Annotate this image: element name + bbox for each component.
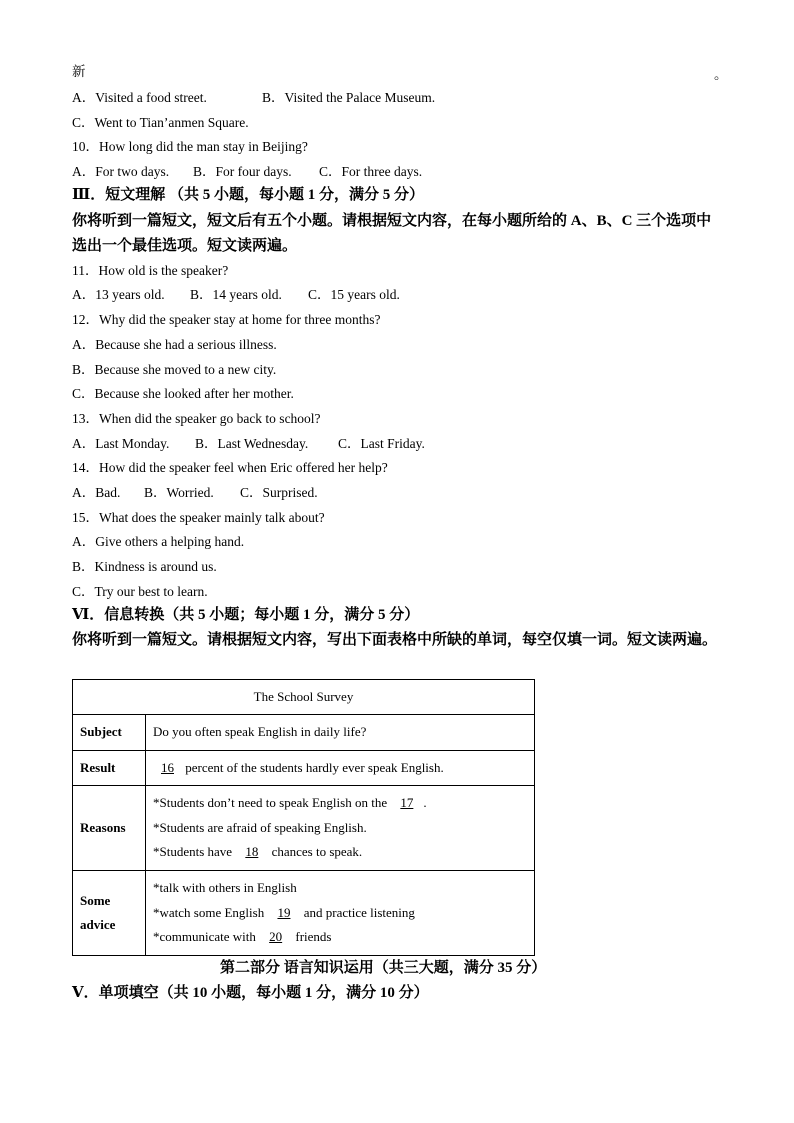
- q13-question: 13．When did the speaker go back to school?: [72, 411, 321, 426]
- table-row: [73, 680, 535, 715]
- q14-question: 14．How did the speaker feel when Eric offered her help?: [72, 460, 388, 475]
- advice-line-3: [153, 925, 527, 950]
- q15-option-b: B．Kindness is around us.: [72, 559, 217, 574]
- q10-options: [72, 163, 422, 181]
- advice3-pre: *communicate with: [153, 929, 256, 945]
- advice3-post: friends: [295, 929, 332, 945]
- reasons-label: Reasons: [73, 786, 146, 871]
- q13-option-c: C．Last Friday.: [338, 436, 425, 451]
- q9-option-c: C．Went to Tian’anmen Square.: [72, 115, 249, 130]
- q9-options-row-1: [72, 89, 435, 107]
- q14-option-b: B．Worried.: [144, 485, 214, 500]
- q11-question: 11．How old is the speaker?: [72, 263, 229, 278]
- table-row: [73, 871, 535, 956]
- blank-18[interactable]: 18: [245, 844, 259, 860]
- reason1-text: *Students don’t need to speak English on the: [153, 795, 388, 811]
- q12-option-b: B．Because she moved to a new city.: [72, 362, 277, 377]
- q10-option-c: C．For three days.: [319, 164, 423, 179]
- subject-text: Do you often speak English in daily life?: [146, 715, 535, 751]
- table-row: [73, 751, 535, 786]
- q9-option-a: A．Visited a food street.: [72, 90, 207, 105]
- advice-cell: [146, 871, 535, 956]
- reason3-post: chances to speak.: [271, 844, 363, 860]
- reason-line-3: [153, 840, 527, 865]
- q15-question: 15．What does the speaker mainly talk about?: [72, 510, 325, 525]
- q14-option-a: A．Bad.: [72, 485, 121, 500]
- result-label: Result: [73, 751, 146, 786]
- result-cell: [146, 751, 535, 786]
- end-mark: 。: [714, 67, 728, 82]
- q9-option-b: B．Visited the Palace Museum.: [262, 90, 436, 105]
- blank-20[interactable]: 20: [269, 929, 283, 945]
- advice-label: [73, 871, 146, 956]
- section4-instructions: 你将听到一篇短文。请根据短文内容，写出下面表格中所缺的单词，每空仅填一词。短文读两遍。: [72, 632, 718, 648]
- blank-19[interactable]: 19: [277, 904, 291, 920]
- q10-option-a: A．For two days.: [72, 164, 170, 179]
- q12-question: 12．Why did the speaker stay at home for three months?: [72, 312, 381, 327]
- q12-option-a: A．Because she had a serious illness.: [72, 337, 277, 352]
- table-title: The School Survey: [73, 680, 535, 715]
- table-row: [73, 715, 535, 751]
- section3-instructions: 你将听到一篇短文，短文后有五个小题。请根据短文内容，在每小题所给的 A、B、C 三个选项中选出一个最佳选项。短文读两遍。: [72, 213, 712, 254]
- stray-char: 新: [72, 64, 86, 79]
- q14-option-c: C．Surprised.: [240, 485, 318, 500]
- result-text: percent of the students hardly ever speak English.: [185, 759, 444, 775]
- advice-label-1: Some: [80, 892, 111, 908]
- blank-17[interactable]: 17: [400, 795, 414, 811]
- q11-option-c: C．15 years old.: [308, 287, 400, 302]
- section4-heading: Ⅵ．信息转换（共 5 小题；每小题 1 分，满分 5 分）: [72, 607, 420, 623]
- q13-option-a: A．Last Monday.: [72, 436, 170, 451]
- reason2-text: *Students are afraid of speaking English.: [153, 819, 367, 835]
- q11-options: [72, 286, 400, 304]
- q11-option-a: A．13 years old.: [72, 287, 165, 302]
- q12-option-c: C．Because she looked after her mother.: [72, 386, 294, 401]
- section5-heading: Ⅴ．单项填空（共 10 小题，每小题 1 分，满分 10 分）: [72, 985, 429, 1001]
- q13-options: [72, 435, 425, 453]
- q15-option-a: A．Give others a helping hand.: [72, 534, 245, 549]
- reason-line-1: *Students don’t need to speak English on the 17 .: [153, 791, 527, 816]
- advice2-post: and practice listening: [303, 904, 415, 920]
- q11-option-b: B．14 years old.: [190, 287, 282, 302]
- reason3-pre: *Students have: [153, 844, 233, 860]
- advice1-text: *talk with others in English: [153, 880, 297, 896]
- q15-option-c: C．Try our best to learn.: [72, 584, 208, 599]
- q10-option-b: B．For four days.: [193, 164, 292, 179]
- survey-table: [72, 679, 535, 956]
- table-row: [73, 786, 535, 871]
- reasons-cell: [146, 786, 535, 871]
- advice-line-2: [153, 901, 527, 926]
- part2-heading: 第二部分 语言知识运用（共三大题，满分 35 分）: [220, 960, 547, 976]
- q14-options: [72, 484, 318, 502]
- subject-label: Subject: [73, 715, 146, 751]
- section3-heading: Ⅲ．短文理解 （共 5 小题，每小题 1 分，满分 5 分）: [72, 187, 425, 203]
- advice2-pre: *watch some English: [153, 904, 265, 920]
- q13-option-b: B．Last Wednesday.: [195, 436, 309, 451]
- advice-label-2: advice: [80, 917, 116, 932]
- q10-question: 10．How long did the man stay in Beijing?: [72, 139, 308, 154]
- blank-16[interactable]: 16: [161, 759, 174, 775]
